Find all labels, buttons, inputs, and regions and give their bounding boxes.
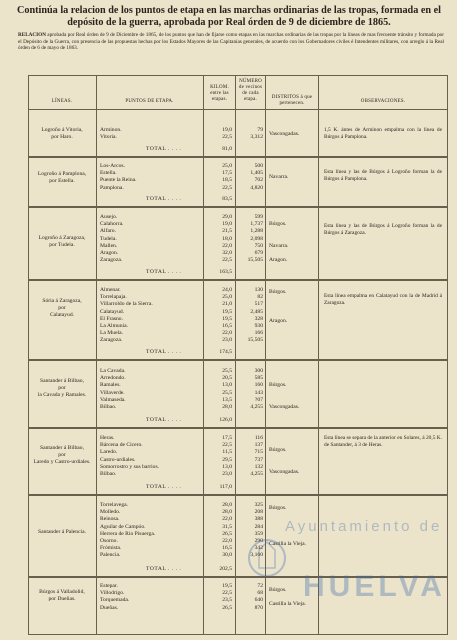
total-value: 163,5 <box>219 269 232 275</box>
observacion-text: 1,5 K. ántes de Arminon empalma con la línea de Búrgos á Pamplona. <box>324 127 442 140</box>
observacion-text: Esta línea se separa de la anterior en Solares, á 20,5 K. de Santander, á 3 de Heras. <box>324 435 442 448</box>
intro-text: aprobada por Real órden de 9 de Diciembre de 1865, de los puntos que han de fijarse como etapas en las marchas ordinarias de las tropas por la líneas de mas frecuente tránsito y formada por el Depósito de la Guerra, con presencia de las propuestas hechas por los Estados Mayores de las Capitanías generales, de acuerdo con los Gobernadores civiles é Intendentes militares, con arreglo á la Real órden de 6 de mayo de 1863. <box>18 32 444 52</box>
col-rule <box>28 75 29 635</box>
linea-name: Logroño á Zaragoza, por Tudela. <box>38 235 86 249</box>
etapa-list: Ausejo. Calahorra. Alfaro. Tudela. Mallen. Aragon. Zaragoza. <box>100 214 124 264</box>
col-rule <box>447 75 448 635</box>
total-value: 83,5 <box>222 196 232 202</box>
kilom-values: 28,0 28,0 22,0 31,5 26,5 22,0 16,5 30,0 <box>222 502 232 559</box>
section-separator <box>28 279 448 281</box>
linea-name: Logroño á Vitoria, por Haro. <box>41 127 83 141</box>
vecinos-values: 79 3,312 <box>250 127 263 141</box>
linea-name: Santander á Bilbao, por la Cavada y Ramales. <box>37 378 87 399</box>
intro-paragraph <box>18 32 444 52</box>
vecinos-values: 325 208 388 284 359 290 342 3,160 <box>250 502 263 559</box>
vecinos-values: 300 585 160 143 ?07 4,255 <box>250 368 263 411</box>
observacion-text: Esta línea y las de Búrgos á Logroño forman la de Búrgos á Zaragoza. <box>324 223 442 236</box>
document-title: Continúa la relacion de los puntos de etapa en las marchas ordinarias de las tropas, formada en el depósito de la guerra, aprobada por Real órden de 9 de diciembre de 1865. <box>17 5 441 28</box>
col-rule <box>265 75 266 635</box>
total-label: TOTAL . . . . <box>146 417 182 423</box>
col-header-distritos: DISTRITOS á que pertenecen. <box>271 95 313 106</box>
linea-name: Sória á Zaragoza, por Calatayud. <box>42 298 82 319</box>
total-label: TOTAL . . . . <box>146 269 182 275</box>
etapa-list: Almenar. Torrelapaja. Villarroldo de la Sierra. Calatayud. El Frasno. La Almunia. La Muela. Zaragoza. <box>100 287 153 344</box>
kilom-values: 17,5 22,5 11,5 29,5 13,0 23,0 <box>222 435 232 478</box>
section-separator <box>28 156 448 158</box>
table-bottom-rule <box>28 634 448 635</box>
stamp-text-top: Ayuntamiento de <box>285 518 443 535</box>
total-value: 174,5 <box>219 349 232 355</box>
col-header-vecinos: NÚMERO de vecinos de cada etapa. <box>238 79 263 102</box>
distrito-values: Búrgos. Castilla la Vieja. <box>269 587 306 608</box>
vecinos-values: 599 1,737 1,288 2,098 750 679 15,505 <box>247 214 263 264</box>
total-label: TOTAL . . . . <box>146 349 182 355</box>
distrito-values: Búrgos. Navarra. Aragon. <box>269 221 289 264</box>
observacion-text: Esta línea y las de Búrgos á Logroño forman la de Búrgos á Pamplona. <box>324 169 442 182</box>
total-value: 202,5 <box>219 566 232 572</box>
kilom-values: 24,0 25,0 21,0 19,5 19,5 16,5 22,0 23,0 <box>222 287 232 344</box>
linea-name: Búrgos á Valladolid, por Dueñas. <box>39 589 85 603</box>
total-label: TOTAL . . . . <box>146 566 182 572</box>
section-separator <box>28 427 448 429</box>
stamp-text-main: HUELVA <box>303 570 446 603</box>
section-separator <box>28 359 448 361</box>
col-header-puntos: PUNTOS DE ETAPA. <box>125 99 174 104</box>
col-header-kilom: KILOM. entre las etapas. <box>210 85 229 102</box>
etapa-list: Los-Arcos. Estella. Puente la Reina. Pamplona. <box>100 163 137 191</box>
etapa-list: Torrelavega. Molledo. Reinosa. Aguilar de Campóo. Herrera de Rio Pisuerga. Osorno. Frómista. Palencia. <box>100 502 156 559</box>
intro-lead-word: RELACION <box>18 32 46 38</box>
distrito-values: Búrgos. Vascongadas. <box>269 447 300 475</box>
section-separator <box>28 494 448 496</box>
section-separator <box>28 206 448 208</box>
total-label: TOTAL . . . . <box>146 484 182 490</box>
distrito-values: Búrgos. Vascongadas. <box>269 382 300 410</box>
total-value: 81,0 <box>222 146 232 152</box>
etapa-list: Arminon. Vitoria. <box>100 127 122 141</box>
vecinos-values: 72 68 640 870 <box>254 583 263 611</box>
total-value: 117,0 <box>219 484 232 490</box>
distrito-values: Vascongadas. <box>269 131 300 137</box>
vecinos-values: 130 82 517 2,485 328 930 166 15,505 <box>247 287 263 344</box>
kilom-values: 29,0 19,0 21,5 18,0 22,0 32,0 22,5 <box>222 214 232 264</box>
total-label: TOTAL . . . . <box>146 146 182 152</box>
etapa-list: La Cavada. Arredondo. Ramales. Villaverde. Valmaseda. Bilbao. <box>100 368 126 411</box>
etapa-list: Estepar. Villodrigo. Torquemada. Dueñas. <box>100 583 130 611</box>
etapa-list: Heras. Bárcena de Cicero. Laredo. Castro-urdiales. Somorrostro y sus barrios. Bilbao. <box>100 435 160 478</box>
kilom-values: 19,0 22,5 <box>222 127 232 141</box>
col-rule <box>318 75 319 635</box>
linea-name: Santander á Palencia. <box>38 529 86 535</box>
kilom-values: 25,0 17,5 18,5 22,5 <box>222 163 232 191</box>
distrito-values: Búrgos. Aragon. <box>269 289 288 324</box>
section-separator <box>28 576 448 578</box>
linea-name: Santander á Bilbao, por Laredo y Castro-urdiales. <box>33 445 91 466</box>
kilom-values: 25,5 20,5 13,0 25,5 13,5 28,0 <box>222 368 232 411</box>
table-header-rule <box>28 109 448 110</box>
total-label: TOTAL . . . . <box>146 196 182 202</box>
total-value: 126,0 <box>219 417 232 423</box>
kilom-values: 19,5 22,5 23,5 26,5 <box>222 583 232 611</box>
table-top-rule <box>28 75 448 76</box>
vecinos-values: 500 1,405 702 4,820 <box>250 163 263 191</box>
col-header-observaciones: OBSERVACIONES. <box>360 99 406 104</box>
col-header-lineas: LÍNEAS. <box>51 99 73 104</box>
stages-table <box>28 75 448 635</box>
distrito-values: Navarra. <box>269 174 289 180</box>
linea-name: Logroño á Pamplona, por Estella. <box>37 171 87 185</box>
observacion-text: Esta línea empalma en Calatayud con la de Madrid á Zaragoza. <box>324 293 442 306</box>
distrito-values: Búrgos. Castilla la Vieja. <box>269 505 306 548</box>
vecinos-values: 116 137 715 737 132 4,255 <box>250 435 263 478</box>
col-rule <box>96 75 97 635</box>
